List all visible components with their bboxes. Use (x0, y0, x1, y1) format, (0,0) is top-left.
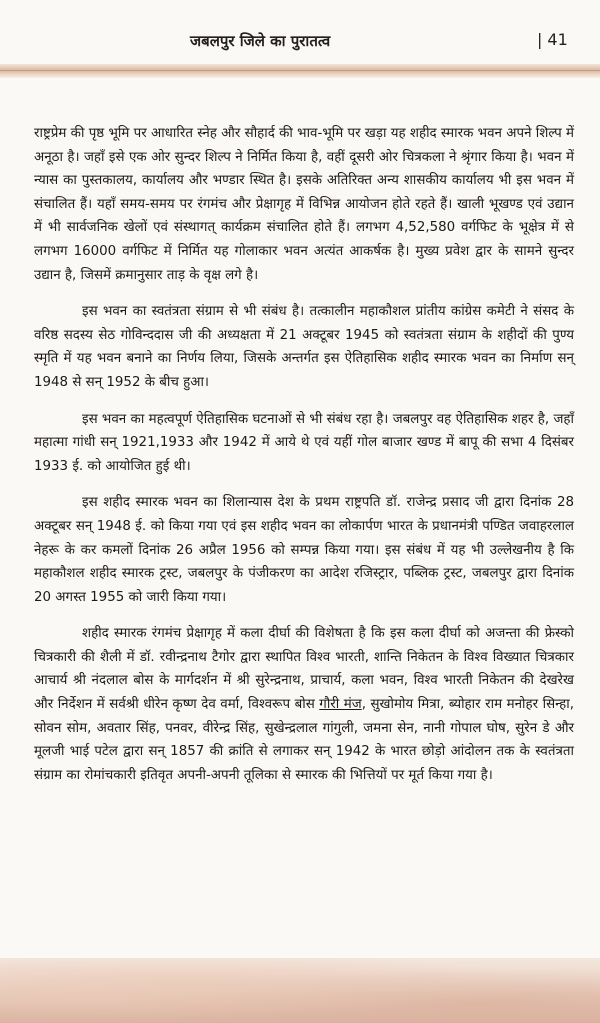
running-title: जबलपुर जिले का पुरातत्व (190, 32, 331, 50)
page-number-area (537, 30, 568, 49)
paragraph-2: इस भवन का स्वतंत्रता संग्राम से भी संबंध है। तत्कालीन महाकौशल प्रांतीय कांग्रेस कमेटी ने संसद के वरिष्ठ सदस्य सेठ गोविन्ददास जी की अध्यक्षता में 21 अक्टूबर 1945 को स्वतंत्रता संग्राम के शहीदों की पुण्य स्मृति में यह भवन बनाने का निर्णय लिया, जिसके अन्तर्गत इस ऐतिहासिक शहीद स्मारक भवन का निर्माण सन् 1948 से सन् 1952 के बीच हुआ। (34, 304, 574, 390)
paragraph-5-part-2: , सुखोमोय मित्रा, ब्योहार राम मनोहर सिन्हा, सोवन सोम, अवतार सिंह, पनवर, वीरेन्द्र सिंह, सुखेन्द्रलाल गांगुली, जमना सेन, नानी गोपाल घोष, सुरेन डे और मूलजी भाई पटेल द्वारा सन् 1857 की क्रांति से लगाकर सन् 1942 के भारत छोड़ो आंदोलन तक के स्वतंत्रता संग्राम का रोमांचकारी इतिवृत अपनी-अपनी तूलिका से स्मारक की भित्तियों पर मूर्त किया गया है। (34, 697, 574, 783)
paragraph-5-part-1: शहीद स्मारक रंगमंच प्रेक्षागृह में कला दीर्घा की विशेषता है कि इस कला दीर्घा को अजन्ता की फ्रेस्को चित्रकारी की शैली में डॉ. रवीन्द्रनाथ टैगोर द्वारा स्थापित विश्व भारती, शान्ति निकेतन के विश्व विख्यात चित्रकार आचार्य श्री नंदलाल बोस के मार्गदर्शन में श्री सुरेन्द्रनाथ, प्राचार्य, कला भवन, विश्व भारती निकेतन की देखरेख और निर्देशन में सर्वश्री धीरेन कृष्ण देव वर्मा, विश्वरूप बोस (34, 626, 574, 713)
page-number: 41 (547, 30, 568, 49)
decorative-top-band (0, 64, 600, 78)
page-header (0, 0, 600, 72)
body-text (34, 122, 574, 800)
header-separator: | (537, 30, 543, 49)
paragraph-4: इस शहीद स्मारक भवन का शिलान्यास देश के प्रथम राष्ट्रपति डॉ. राजेन्द्र प्रसाद जी द्वारा दिनांक 28 अक्टूबर सन् 1948 ई. को किया गया एवं इस शहीद भवन का लोकार्पण भारत के प्रधानमंत्री पण्डित जवाहरलाल नेहरू के कर कमलों दिनांक 26 अप्रैल 1956 को सम्पन्न किया गया। इस संबंध में यह भी उल्लेखनीय है कि महाकौशल शहीद स्मारक ट्रस्ट, जबलपुर के पंजीकरण का आदेश रजिस्ट्रार, पब्लिक ट्रस्ट, जबलपुर द्वारा दिनांक 20 अगस्त 1955 को जारी किया गया। (34, 495, 574, 605)
underlined-name: गौरी मंज (319, 697, 362, 713)
paragraph-1: राष्ट्रप्रेम की पृष्ठ भूमि पर आधारित स्नेह और सौहार्द की भाव-भूमि पर खड़ा यह शहीद स्मारक भवन अपने शिल्प में अनूठा है। जहाँ इसे एक ओर सुन्दर शिल्प ने निर्मित किया है, वहीं दूसरी ओर चित्रकला ने श्रृंगार किया है। भवन में न्यास का पुस्तकालय, कार्यालय और भण्डार स्थित है। इसके अतिरिक्त अन्य शासकीय कार्यालय भी इस भवन में संचालित हैं। यहाँ समय-समय पर रंगमंच और प्रेक्षागृह में विभिन्न आयोजन होते रहते हैं। खाली भूखण्ड एवं उद्यान में भी सार्वजनिक खेलों एवं संस्थागत् कार्यक्रम संचालित होते हैं। लगभग 4,52,580 वर्गफिट के भूक्षेत्र में से लगभग 16000 वर्गफिट में निर्मित यह गोलाकार भवन अत्यंत आकर्षक है। मुख्य प्रवेश द्वार के सामने सुन्दर उद्यान है, जिसमें क्रमानुसार ताड़ के वृक्ष लगे है। (34, 126, 574, 283)
paragraph-5 (34, 622, 574, 787)
paragraph-3: इस भवन का महत्वपूर्ण ऐतिहासिक घटनाओं से भी संबंध रहा है। जबलपुर वह ऐतिहासिक शहर है, जहाँ महात्मा गांधी सन् 1921,1933 और 1942 में आये थे एवं यहीं गोल बाजार खण्ड में बापू की सभा 4 दिसंबर 1933 ई. को आयोजित हुई थी। (34, 411, 574, 474)
decorative-bottom-band (0, 958, 600, 1023)
